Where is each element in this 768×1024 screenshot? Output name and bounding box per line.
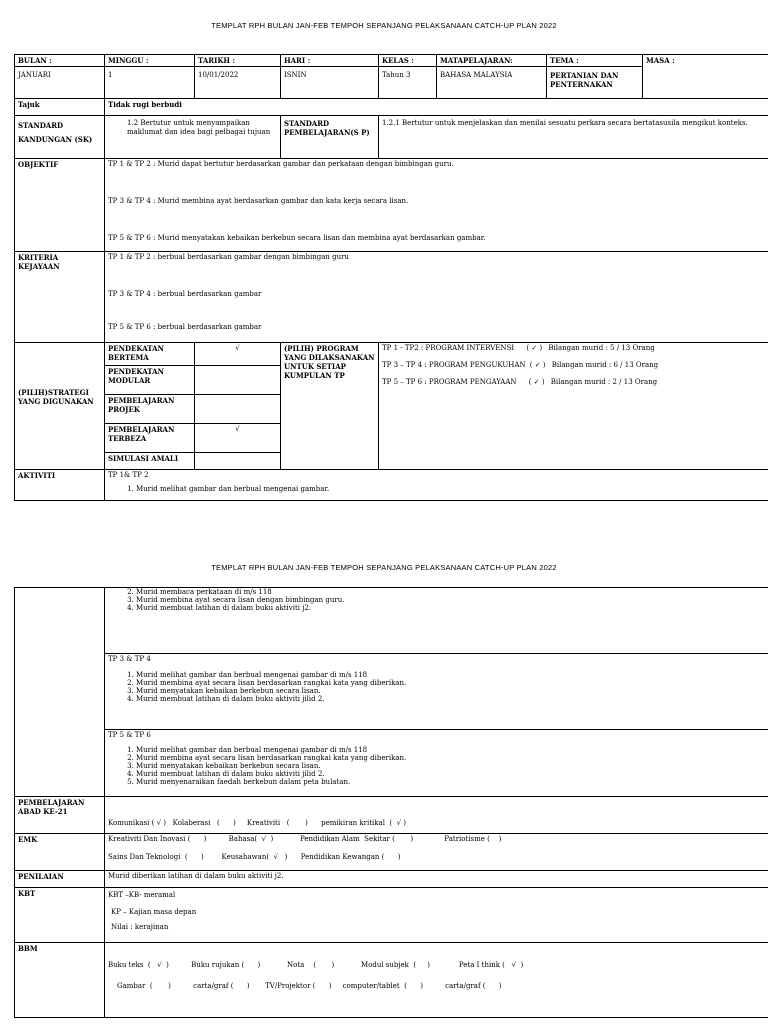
strategi-mark-bertema: √ xyxy=(195,343,281,366)
aktiviti-value xyxy=(105,470,768,501)
kbt-row xyxy=(15,888,768,943)
program-pengayaan xyxy=(382,378,768,395)
emk-value xyxy=(105,834,768,871)
bbm-label: BBM xyxy=(15,943,105,1018)
value-kelas: Tahun 3 xyxy=(379,67,437,99)
kbt-line-1: KBT –KB- meramal xyxy=(108,891,176,899)
program-pengukuhan-mark: ( ✓ ) xyxy=(529,361,546,369)
emk-line-2: Sains Dan Teknologi ( ) Keusahawan( √ ) Pendidikan Kewangan ( ) xyxy=(108,853,401,861)
penilaian-label: PENILAIAN xyxy=(15,871,105,888)
value-tarikh: 10/01/2022 xyxy=(195,67,281,99)
program-pengayaan-mark: ( ✓ ) xyxy=(528,378,545,386)
strategi-item-projek: PEMBELAJARAN PROJEK xyxy=(105,395,195,424)
program-pengukuhan-count: Bilangan murid : 6 / 13 Orang xyxy=(551,361,659,369)
program-intervensi-tp: TP 1 - TP2 : PROGRAM INTERVENSI xyxy=(382,344,515,352)
strategi-item-terbeza: PEMBELAJARAN TERBEZA xyxy=(105,424,195,453)
kbt-label: KBT xyxy=(15,888,105,943)
label-kelas: KELAS : xyxy=(379,55,437,67)
list-item: 1. Murid melihat gambar dan berbual mengenai gambar di m/s 118 xyxy=(136,671,768,679)
list-item: 5. Murid menyenaraikan faedah berkebun dalam peta bulatan. xyxy=(136,778,768,786)
label-masa: MASA : xyxy=(643,55,768,99)
abad-row xyxy=(15,797,768,834)
objektif-tp34: TP 3 & TP 4 : Murid membina ayat berdasarkan gambar dan kata kerja secara lisan. xyxy=(108,197,409,205)
program-pengayaan-tp: TP 5 – TP 6 : PROGRAM PENGAYAAN xyxy=(382,378,517,386)
tp56-block xyxy=(105,730,768,797)
bbm-row xyxy=(15,943,768,1018)
kbt-line-2: KP – Kajian masa depan xyxy=(111,908,197,916)
strategi-row-1 xyxy=(15,343,768,366)
program-list xyxy=(379,343,768,470)
aktiviti-row xyxy=(15,470,768,501)
list-item: 3. Murid menyatakan kebaikan berkebun secara lisan. xyxy=(136,687,768,695)
bbm-line-2: Gambar ( ) carta/graf ( ) TV/Projektor ( ) computer/tablet ( ) carta/graf ( ) xyxy=(117,982,502,990)
emk-line-1: Kreativiti Dan Inovasi ( ) Bahasa( √ ) Pendidikan Alam Sekitar ( ) Patriotisme ( ) xyxy=(108,835,502,843)
sp-value: 1.2.1 Bertutur untuk menjelaskan dan menilai sesuatu perkara secara bertatasusila mengikut konteks. xyxy=(379,116,768,159)
aktiviti-list xyxy=(108,485,768,493)
abad-choices: Komunikasi ( √ ) Kolaberasi ( ) Kreativiti ( ) pemikiran kritikal ( √ ) xyxy=(108,819,406,827)
rph-table-page2 xyxy=(14,587,768,1018)
tp34-block xyxy=(105,654,768,730)
strategi-item-bertema: PENDEKATAN BERTEMA xyxy=(105,343,195,366)
program-pengukuhan-tp: TP 3 – TP 4 : PROGRAM PENGUKUHAN xyxy=(382,361,526,369)
program-intervensi xyxy=(382,344,768,361)
tp56-heading: TP 5 & TP 6 xyxy=(108,731,151,739)
tajuk-row xyxy=(15,99,768,116)
penilaian-value: Murid diberikan latihan di dalam buku aktiviti j2. xyxy=(105,871,768,888)
sk-value: 1.2 Bertutur untuk menyampaikan maklumat dan idea bagi pelbagai tujuan xyxy=(105,116,281,159)
abad-label: PEMBELAJARAN ABAD KE-21 xyxy=(15,797,105,834)
kriteria-tp34: TP 3 & TP 4 : berbual berdasarkan gambar xyxy=(108,290,262,298)
strategi-mark-simulasi xyxy=(195,453,281,470)
rph-table-page1 xyxy=(14,54,768,501)
value-matapelajaran: BAHASA MALAYSIA xyxy=(437,67,547,99)
penilaian-row xyxy=(15,871,768,888)
tp56-row xyxy=(15,730,768,797)
value-hari: ISNIN xyxy=(281,67,379,99)
tajuk-value: Tidak rugi berbudi xyxy=(105,99,768,116)
bbm-value xyxy=(105,943,768,1018)
strategi-mark-terbeza: √ xyxy=(195,424,281,453)
label-matapelajaran: MATAPELAJARAN: xyxy=(437,55,547,67)
strategi-label: (PILIH)STRATEGI YANG DIGUNAKAN xyxy=(15,343,105,470)
tp34-heading: TP 3 & TP 4 xyxy=(108,655,151,663)
objektif-value xyxy=(105,159,768,252)
program-pengukuhan xyxy=(382,361,768,378)
tp12-continued-row xyxy=(15,588,768,654)
header-label-row xyxy=(15,55,768,67)
value-minggu: 1 xyxy=(105,67,195,99)
tp34-list xyxy=(108,671,768,703)
program-intervensi-count: Bilangan murid : 5 / 13 Orang xyxy=(548,344,655,352)
strategi-mark-projek xyxy=(195,395,281,424)
label-bulan: BULAN : xyxy=(15,55,105,67)
list-item: 3. Murid membina ayat secara lisan dengan bimbingan guru. xyxy=(136,596,768,604)
list-item: 2. Murid membaca perkataan di m/s 118 xyxy=(136,588,768,596)
objektif-row xyxy=(15,159,768,252)
bbm-line-1: Buku teks ( √ ) Buku rujukan ( ) Nota ( ) Modul subjek ( ) Peta I think ( √ ) xyxy=(108,961,524,969)
value-bulan: JANUARI xyxy=(15,67,105,99)
tp12-continued xyxy=(105,588,768,654)
page-title: TEMPLAT RPH BULAN JAN-FEB TEMPOH SEPANJANG PELAKSANAAN CATCH-UP PLAN 2022 xyxy=(211,21,557,30)
list-item: 3. Murid menyatakan kebaikan berkebun secara lisan. xyxy=(136,762,768,770)
list-item: 4. Murid membuat latihan di dalam buku aktiviti j2. xyxy=(136,604,768,612)
program-label: (PILIH) PROGRAM YANG DILAKSANAKAN UNTUK SETIAP KUMPULAN TP xyxy=(281,343,379,470)
kriteria-tp56: TP 5 & TP 6 : berbual berdasarkan gambar xyxy=(108,323,262,331)
label-minggu: MINGGU : xyxy=(105,55,195,67)
label-tarikh: TARIKH : xyxy=(195,55,281,67)
list-item: 1. Murid melihat gambar dan berbual mengenai gambar. xyxy=(136,485,768,493)
list-item: 4. Murid membuat latihan di dalam buku aktiviti jilid 2. xyxy=(136,695,768,703)
aktiviti-label: AKTIVITI xyxy=(15,470,105,501)
list-item: 2. Murid membina ayat secara lisan berdasarkan rangkai kata yang diberikan. xyxy=(136,754,768,762)
sp-label: STANDARD PEMBELAJARAN(S P) xyxy=(281,116,379,159)
list-item: 2. Murid membina ayat secara lisan berdasarkan rangkai kata yang diberikan. xyxy=(136,679,768,687)
kriteria-row xyxy=(15,252,768,343)
strategi-item-simulasi: SIMULASI AMALI xyxy=(105,453,195,470)
aktiviti-continued-label xyxy=(15,588,105,797)
page-title-2: TEMPLAT RPH BULAN JAN-FEB TEMPOH SEPANJANG PELAKSANAAN CATCH-UP PLAN 2022 xyxy=(211,563,557,572)
objektif-tp56: TP 5 & TP 6 : Murid menyatakan kebaikan berkebun secara lisan dan membina ayat berdasarkan gambar. xyxy=(108,234,486,242)
label-hari: HARI : xyxy=(281,55,379,67)
kbt-value xyxy=(105,888,768,943)
aktiviti-heading: TP 1& TP 2 xyxy=(108,471,149,479)
tp34-row xyxy=(15,654,768,730)
emk-row xyxy=(15,834,768,871)
tp56-list xyxy=(108,746,768,786)
tp12-list xyxy=(108,588,768,612)
strategi-item-modular: PENDEKATAN MODULAR xyxy=(105,366,195,395)
sk-label: STANDARD KANDUNGAN (SK) xyxy=(15,116,105,159)
tajuk-label: Tajuk xyxy=(15,99,105,116)
label-tema: TEMA : xyxy=(547,55,643,67)
strategi-mark-modular xyxy=(195,366,281,395)
list-item: 4. Murid membuat latihan di dalam buku aktiviti jilid 2. xyxy=(136,770,768,778)
kriteria-label: KRITERIA KEJAYAAN xyxy=(15,252,105,343)
standard-row xyxy=(15,116,768,159)
abad-value xyxy=(105,797,768,834)
kriteria-tp12: TP 1 & TP 2 : berbual berdasarkan gambar dengan bimbingan guru xyxy=(108,253,349,261)
program-intervensi-mark: ( ✓ ) xyxy=(526,344,543,352)
value-tema: PERTANIAN DAN PENTERNAKAN xyxy=(547,67,643,99)
kriteria-value xyxy=(105,252,768,343)
program-pengayaan-count: Bilangan murid : 2 / 13 Orang xyxy=(550,378,658,386)
kbt-line-3: Nilai : kerajinan xyxy=(111,923,169,931)
objektif-tp12: TP 1 & TP 2 : Murid dapat bertutur berdasarkan gambar dan perkataan dengan bimbingan guru. xyxy=(108,160,454,168)
list-item: 1. Murid melihat gambar dan berbual mengenai gambar di m/s 118 xyxy=(136,746,768,754)
objektif-label: OBJEKTIF xyxy=(15,159,105,252)
emk-label: EMK xyxy=(15,834,105,871)
